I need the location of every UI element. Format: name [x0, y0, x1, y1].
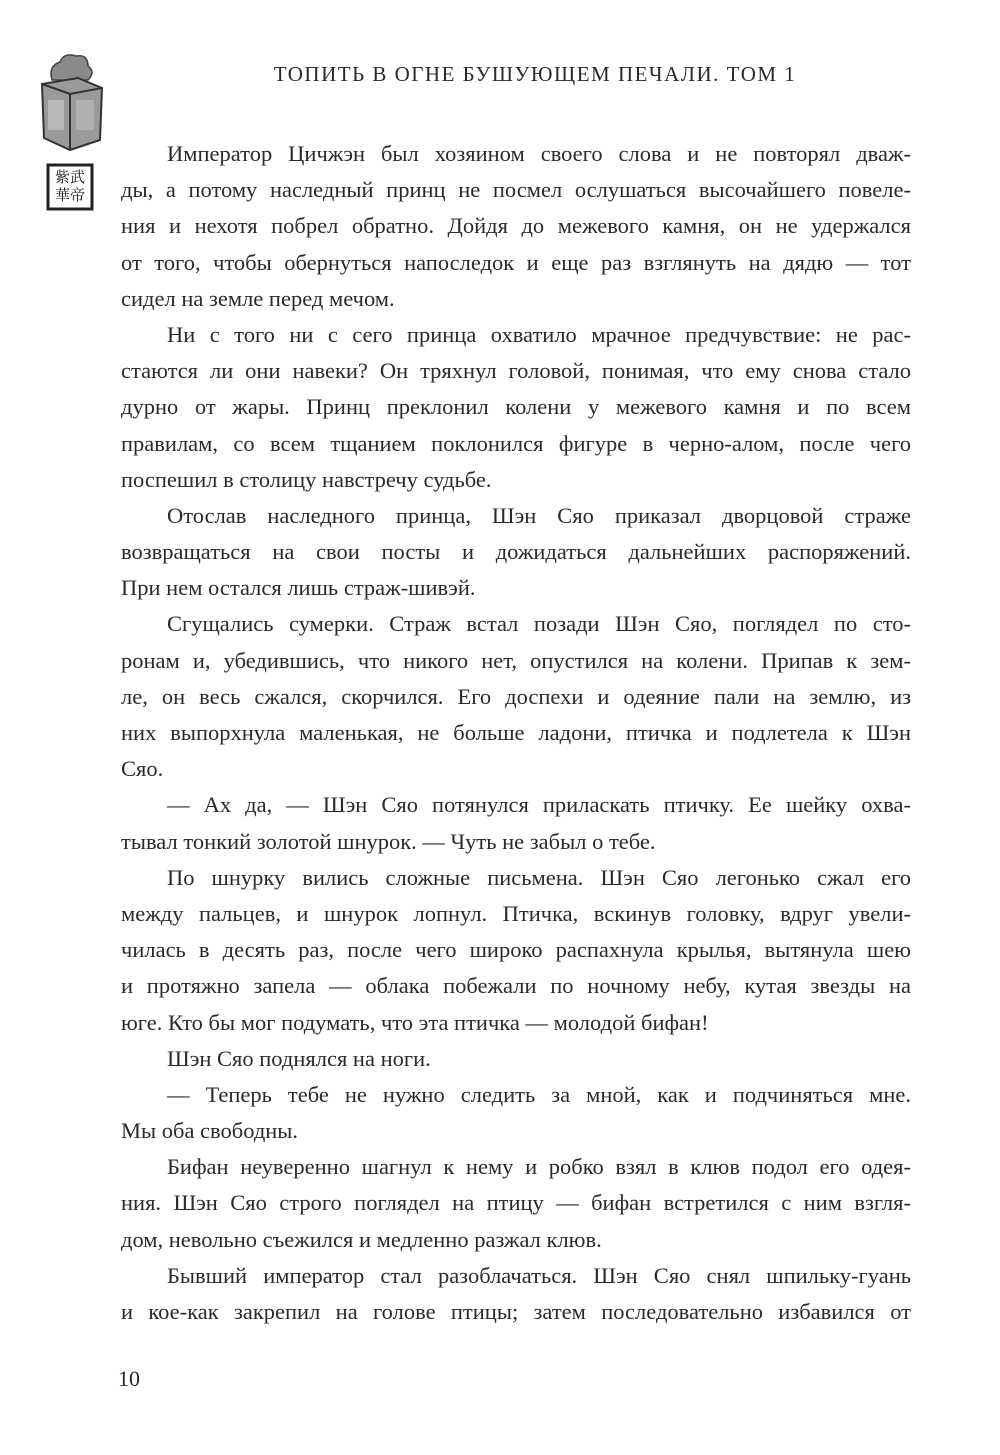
text-line: ния. Шэн Сяо строго поглядел на птицу — бифан встретился с ним взгля-	[121, 1190, 911, 1216]
text-line: них выпорхнула маленькая, не больше ладони, птичка и подлетела к Шэн	[121, 720, 911, 745]
page-body-text	[121, 136, 911, 1330]
running-header: ТОПИТЬ В ОГНЕ БУШУЮЩЕМ ПЕЧАЛИ. ТОМ 1	[273, 62, 797, 86]
text-line: стаются ли они навеки? Он тряхнул головой, понимая, что ему снова стало	[121, 358, 911, 384]
text-line: и протяжно запела — облака побежали по ночному небу, кутая звезды на	[121, 973, 911, 999]
text-line: Сгущались сумерки. Страж встал позади Шэн Сяо, поглядел по сто-	[167, 611, 911, 637]
text-line: — Теперь тебе не нужно следить за мной, как и подчиняться мне.	[167, 1081, 911, 1107]
text-line: Мы оба свободны.	[121, 1118, 299, 1144]
text-line: тывал тонкий золотой шнурок. — Чуть не забыл о тебе.	[121, 828, 656, 854]
text-line: ния и нехотя побрел обратно. Дойдя до межевого камня, он не удержался	[121, 213, 911, 239]
svg-text:紫武: 紫武	[54, 170, 86, 186]
text-line: Отослав наследного принца, Шэн Сяо приказал дворцовой страже	[167, 502, 911, 528]
text-line: сидел на земле перед мечом.	[121, 285, 395, 311]
text-line: ды, а потому наследный принц не посмел ослушаться высочайшего повеле-	[121, 177, 911, 203]
text-line: Ни с того ни с сего принца охватило мрачное предчувствие: не рас-	[167, 321, 911, 347]
svg-text:華帝: 華帝	[54, 188, 86, 204]
text-line: между пальцев, и шнурок лопнул. Птичка, вскинув головку, вдруг увели-	[121, 900, 911, 926]
text-line: поспешил в столицу навстречу судьбе.	[121, 466, 492, 492]
text-line: Сяо.	[121, 756, 164, 782]
text-line: Император Цичжэн был хозяином своего слова и не повторял дваж-	[167, 141, 911, 166]
text-line: чилась в десять раз, после чего широко распахнула крылья, вытянула шею	[121, 937, 911, 963]
text-line: ронам и, убедившись, что никого нет, опустился на колени. Припав к зем-	[121, 647, 911, 673]
text-line: дурно от жары. Принц преклонил колени у межевого камня и по всем	[121, 394, 911, 420]
text-line: Бифан неуверенно шагнул к нему и робко взял в клюв подол его одея-	[167, 1154, 911, 1180]
publisher-logo	[30, 40, 110, 204]
jade-seal-icon	[30, 40, 110, 204]
text-line: При нем остался лишь страж-шивэй.	[121, 575, 476, 601]
text-line: правилам, со всем тщанием поклонился фигуре в черно-алом, после чего	[121, 430, 911, 456]
text-line: — Ах да, — Шэн Сяо потянулся приласкать птичку. Ее шейку охва-	[167, 792, 911, 818]
text-line: возвращаться на свои посты и дожидаться дальнейших распоряжений.	[121, 539, 911, 565]
text-line: и кое-как закрепил на голове птицы; затем последовательно избавился от	[121, 1299, 911, 1324]
text-line: По шнурку вились сложные письмена. Шэн Сяо легонько сжал его	[167, 864, 911, 890]
text-line: ле, он весь сжался, скорчился. Его доспехи и одеяние пали на землю, из	[121, 683, 911, 709]
page-number: 10	[118, 1366, 140, 1391]
text-line: дом, невольно съежился и медленно разжал клюв.	[121, 1226, 602, 1252]
text-line: Бывший император стал разоблачаться. Шэн Сяо снял шпильку-гуань	[167, 1262, 911, 1288]
text-line: юге. Кто бы мог подумать, что эта птичка — молодой бифан!	[121, 1009, 709, 1035]
text-line: Шэн Сяо поднялся на ноги.	[167, 1045, 431, 1071]
text-line: от того, чтобы обернуться напоследок и еще раз взглянуть на дядю — тот	[121, 249, 911, 275]
